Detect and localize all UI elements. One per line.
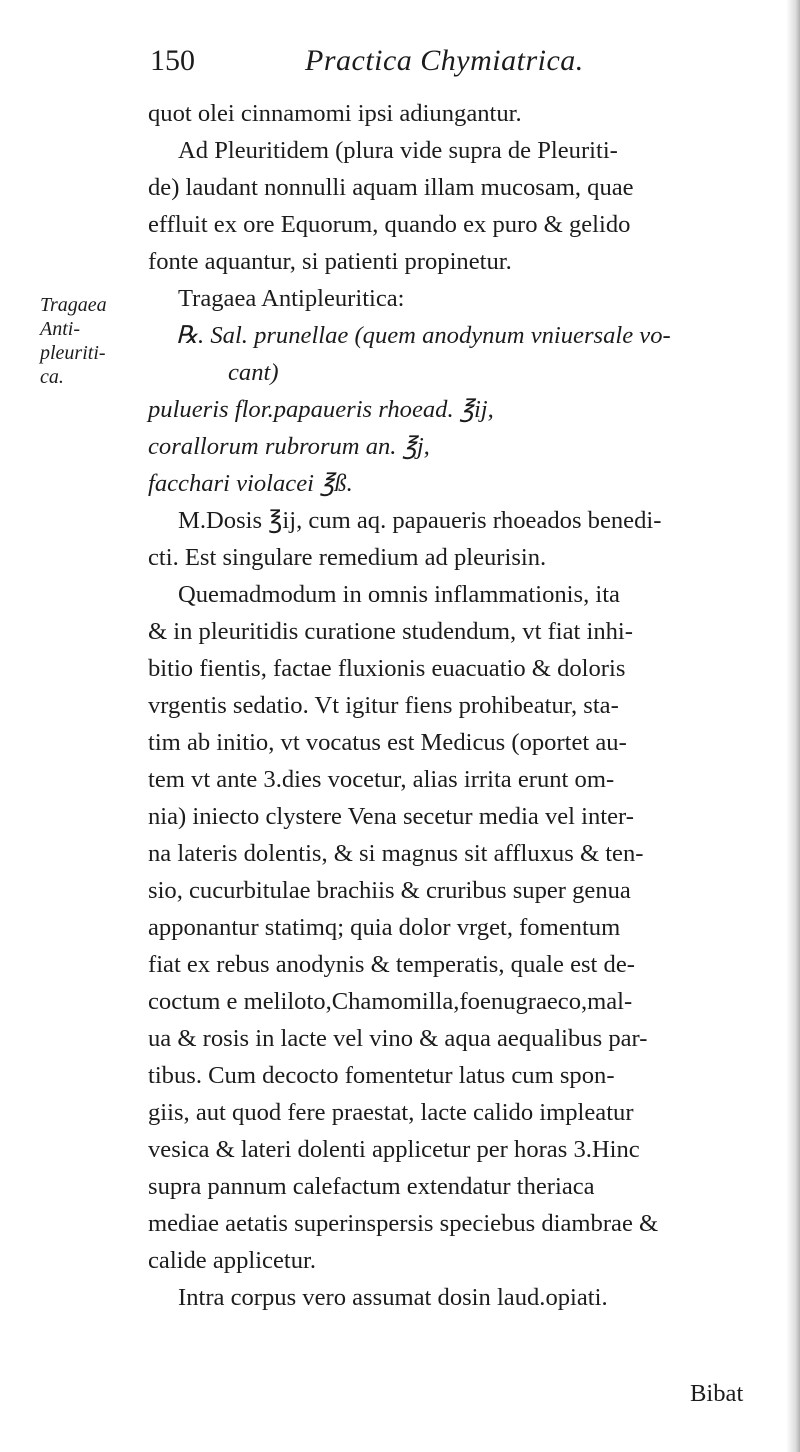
recipe-line: pulueris flor.papaueris rhoead. ℥ij,	[148, 396, 494, 423]
text-line: mediae aetatis superinspersis speciebus diambrae &	[148, 1210, 659, 1237]
text-line: tibus. Cum decocto fomentetur latus cum spon-	[148, 1062, 615, 1089]
text-line: vrgentis sedatio. Vt igitur fiens prohibeatur, sta-	[148, 692, 619, 719]
margin-note-line: Tragaea	[40, 294, 107, 316]
text-line: supra pannum calefactum extendatur theriaca	[148, 1173, 595, 1200]
text-line: coctum e meliloto,Chamomilla,foenugraeco,mal-	[148, 988, 633, 1015]
page-header	[150, 44, 690, 92]
text-line: calide applicetur.	[148, 1247, 316, 1274]
text-line: ua & rosis in lacte vel vino & aqua aequalibus par-	[148, 1025, 648, 1052]
text-line: sio, cucurbitulae brachiis & cruribus super genua	[148, 877, 631, 904]
margin-note-line: pleuriti-	[40, 342, 106, 364]
text-line: tim ab initio, vt vocatus est Medicus (oportet au-	[148, 729, 627, 756]
text-line: bitio fientis, factae fluxionis euacuatio & doloris	[148, 655, 626, 682]
margin-note	[40, 293, 132, 389]
text-line: de) laudant nonnulli aquam illam mucosam, quae	[148, 174, 634, 201]
recipe-line: cant)	[228, 359, 279, 386]
page-edge-shadow	[786, 0, 800, 1452]
running-title: Practica Chymiatrica.	[305, 44, 584, 77]
recipe-title: Tragaea Antipleuritica:	[178, 285, 405, 312]
text-line: Quemadmodum in omnis inflammationis, ita	[178, 581, 620, 608]
recipe-line: ℞. Sal. prunellae (quem anodynum vniuersale vo-	[176, 322, 671, 349]
text-line: Intra corpus vero assumat dosin laud.opiati.	[178, 1284, 608, 1311]
text-line: apponantur statimq; quia dolor vrget, fomentum	[148, 914, 621, 941]
margin-note-line: ca.	[40, 366, 64, 388]
text-line: effluit ex ore Equorum, quando ex puro & gelido	[148, 211, 631, 238]
page-number: 150	[150, 44, 195, 77]
margin-note-line: Anti-	[40, 318, 80, 340]
text-line: giis, aut quod fere praestat, lacte calido impleatur	[148, 1099, 634, 1126]
recipe-line: corallorum rubrorum an. ℥j,	[148, 433, 430, 460]
recipe-line: facchari violacei ℥ß.	[148, 470, 353, 497]
text-line: nia) iniecto clystere Vena secetur media vel inter-	[148, 803, 634, 830]
text-line: tem vt ante 3.dies vocetur, alias irrita erunt om-	[148, 766, 615, 793]
text-line: Ad Pleuritidem (plura vide supra de Pleuriti-	[178, 137, 618, 164]
text-line: na lateris dolentis, & si magnus sit affluxus & ten-	[148, 840, 644, 867]
text-line: quot olei cinnamomi ipsi adiungantur.	[148, 100, 522, 127]
text-line: cti. Est singulare remedium ad pleurisin.	[148, 544, 547, 571]
text-line: fiat ex rebus anodynis & temperatis, quale est de-	[148, 951, 635, 978]
text-line: fonte aquantur, si patienti propinetur.	[148, 248, 512, 275]
text-line: M.Dosis ℥ij, cum aq. papaueris rhoeados benedi-	[178, 507, 662, 534]
text-line: vesica & lateri dolenti applicetur per horas 3.Hinc	[148, 1136, 640, 1163]
catchword: Bibat	[690, 1380, 744, 1407]
text-line: & in pleuritidis curatione studendum, vt fiat inhi-	[148, 618, 633, 645]
